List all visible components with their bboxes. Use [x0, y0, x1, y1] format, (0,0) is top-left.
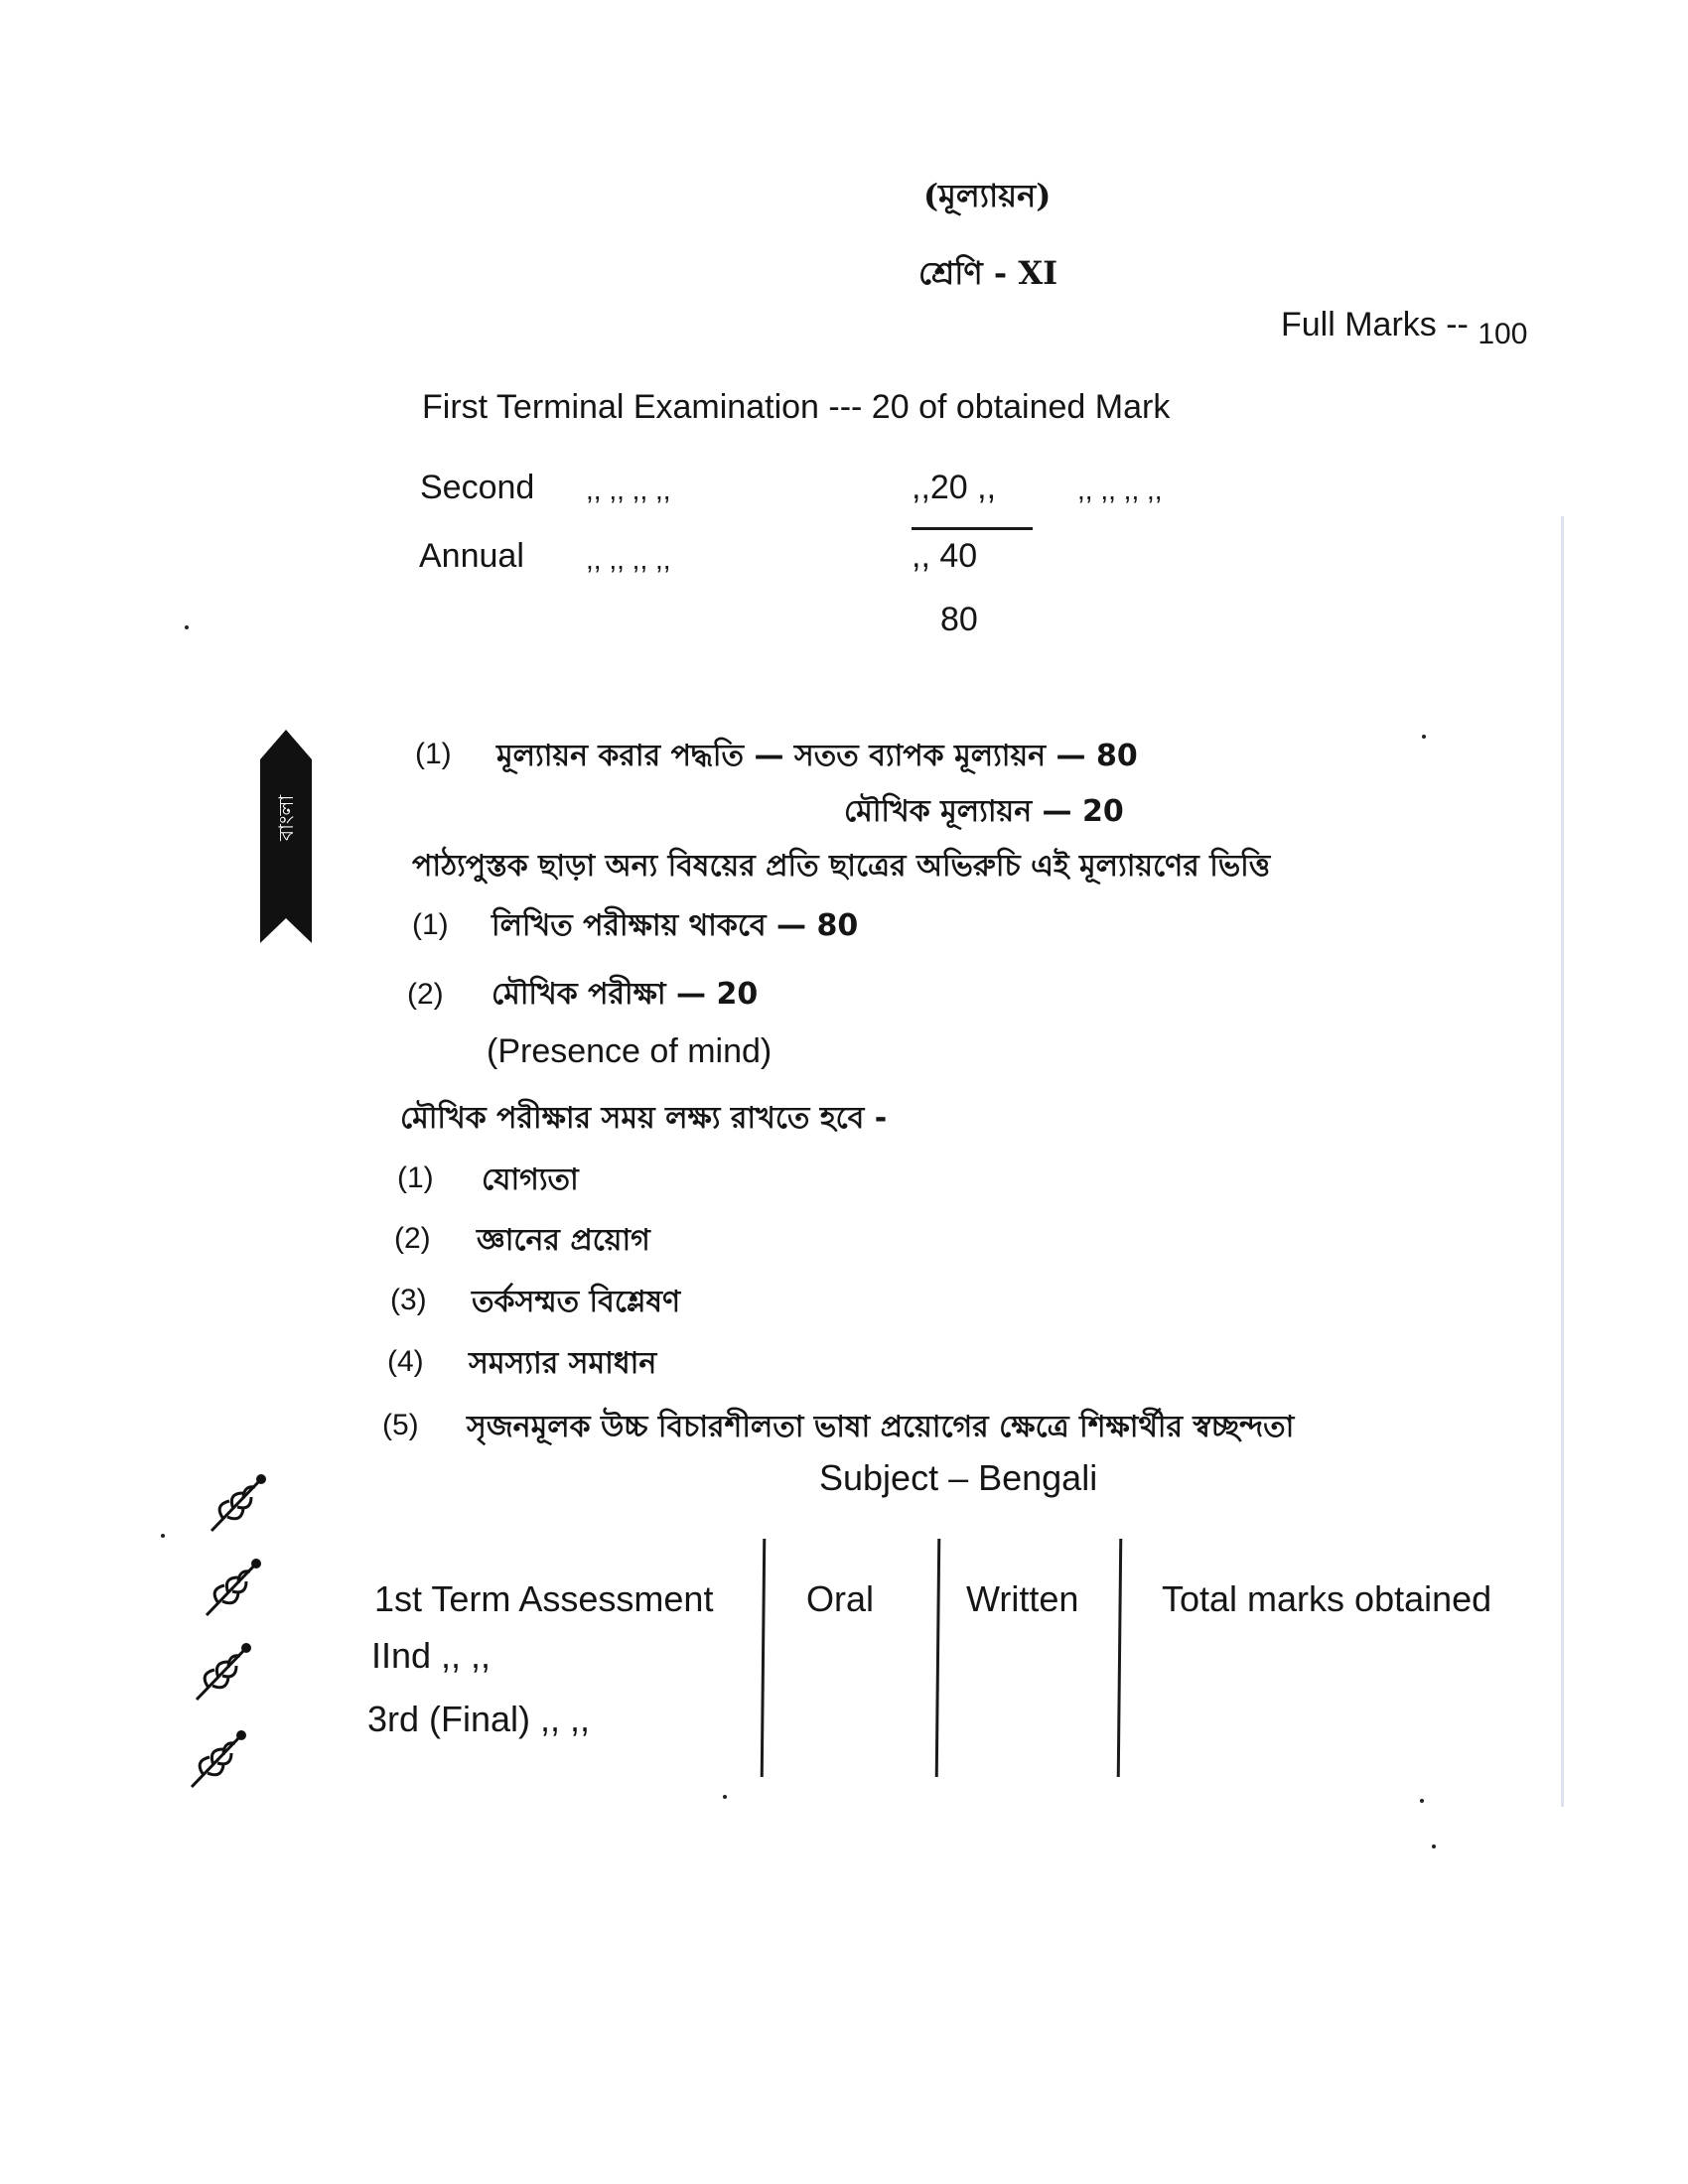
sum-rule	[912, 527, 1033, 530]
col-written: Written	[966, 1578, 1079, 1619]
method-text: মূল্যায়ন করার পদ্ধতি — সতত ব্যাপক মূল্যায়ন — 80	[496, 739, 1138, 773]
leaf-sprig-icon	[204, 1469, 273, 1543]
subject-line: Subject – Bengali	[819, 1457, 1098, 1498]
scan-speck	[185, 625, 189, 629]
annual-label: Annual	[419, 537, 524, 575]
second-trailing-dittos: ,, ,, ,, ,,	[1077, 475, 1163, 505]
annual-dittos: ,, ,, ,, ,,	[586, 544, 671, 575]
scan-edge-shadow	[1561, 516, 1564, 1807]
oral-focus-text-3: তর্কসম্মত বিশ্লেষণ	[472, 1285, 681, 1319]
oral-focus-text-4: সমস্যার সমাধান	[469, 1346, 657, 1381]
class-line	[918, 248, 1057, 302]
leaf-sprig-icon	[199, 1554, 268, 1627]
full-marks	[1281, 306, 1528, 350]
table-divider-1	[761, 1539, 767, 1777]
oral-focus-text-1: যোগ্যতা	[482, 1162, 579, 1197]
table-divider-3	[1117, 1539, 1123, 1777]
exam-split-text-2: মৌখিক পরীক্ষা — 20	[492, 977, 759, 1012]
oral-focus-num-5: (5)	[382, 1409, 419, 1441]
scan-speck	[1422, 735, 1426, 739]
scan-speck	[1432, 1844, 1436, 1848]
first-terminal-line: First Terminal Examination --- 20 of obtained Mark	[422, 388, 1171, 426]
weightage-total: 80	[940, 601, 978, 638]
oral-focus-heading: মৌখিক পরীক্ষার সময় লক্ষ্য রাখতে হবে -	[400, 1101, 888, 1136]
exam-split-text-1: লিখিত পরীক্ষায় থাকবে — 80	[492, 908, 859, 943]
oral-focus-text-2: জ্ঞানের প্রয়োগ	[477, 1223, 650, 1258]
page-title: (মূল্যায়ন)	[923, 177, 1052, 214]
col-oral: Oral	[806, 1578, 875, 1619]
class-label: শ্রেণি -	[918, 254, 1008, 292]
leaf-sprig-icon	[189, 1638, 258, 1711]
full-marks-value: 100	[1477, 318, 1528, 350]
oral-focus-text-5: সৃজনমূলক উচ্চ বিচারশীলতা ভাষা প্রয়োগের ক্ষেত্রে শিক্ষার্থীর স্বচ্ছন্দতা	[467, 1410, 1295, 1444]
method-num: (1)	[415, 738, 452, 770]
exam-split-num-2: (2)	[407, 978, 444, 1011]
table-row-label-2: IInd ,, ,,	[371, 1635, 492, 1676]
oral-focus-num-1: (1)	[397, 1161, 434, 1194]
leaf-sprig-icon	[184, 1725, 253, 1799]
ribbon-label: বাংলা	[274, 794, 298, 841]
table-divider-2	[935, 1539, 941, 1777]
basis-line: পাঠ্যপুস্তক ছাড়া অন্য বিষয়ের প্রতি ছাত্রের অভিরুচি এই মূল্যায়ণের ভিত্তি	[412, 849, 1271, 884]
second-value: ,,20 ,,	[912, 469, 997, 506]
oral-assessment-line: মৌখিক মূল্যায়ন — 20	[844, 794, 1124, 829]
exam-split-num-1: (1)	[412, 908, 449, 941]
table-row-label-1: 1st Term Assessment	[374, 1578, 714, 1619]
oral-focus-num-4: (4)	[387, 1345, 424, 1378]
presence-note: (Presence of mind)	[487, 1032, 773, 1070]
annual-value: ,, 40	[912, 537, 978, 575]
full-marks-label: Full Marks --	[1281, 306, 1469, 343]
oral-focus-num-3: (3)	[390, 1284, 427, 1316]
scan-speck	[161, 1534, 165, 1538]
class-value: XI	[1018, 254, 1058, 292]
col-total: Total marks obtained	[1162, 1578, 1492, 1619]
ribbon-bookmark-icon	[260, 730, 312, 943]
scan-speck	[723, 1795, 727, 1799]
second-label: Second	[420, 469, 535, 506]
oral-focus-num-2: (2)	[394, 1222, 431, 1255]
second-dittos: ,, ,, ,, ,,	[586, 475, 671, 505]
table-row-label-3: 3rd (Final) ,, ,,	[367, 1699, 591, 1739]
scan-speck	[1420, 1799, 1424, 1803]
